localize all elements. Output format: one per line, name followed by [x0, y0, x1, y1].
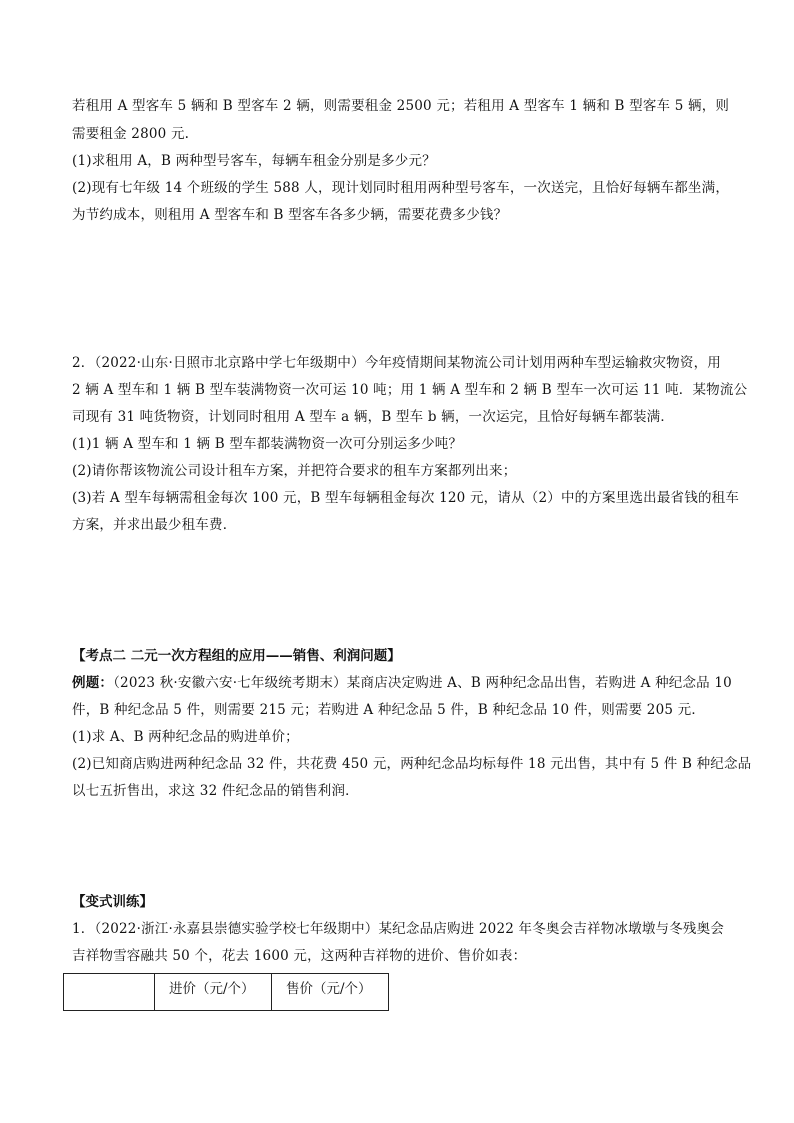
problem2-line-1: 2．（2022·山东·日照市北京路中学七年级期中）今年疫情期间某物流公司计划用两种车型运输救灾物资，用: [72, 355, 721, 371]
problem2-line-3: 司现有 31 吨货物资，计划同时租用 A 型车 a 辆，B 型车 b 辆，一次运完，且恰好每辆车都装满．: [72, 409, 675, 425]
section2-question-2: (2)已知商店购进两种纪念品 32 件，共花费 450 元，两种纪念品均标每件 18 元出售，其中有 5 件 B 种纪念品: [72, 756, 752, 772]
example-text: （2023 秋·安徽六安·七年级统考期末）某商店决定购进 A、B 两种纪念品出售，若购进 A 种纪念品 10: [113, 675, 732, 691]
section2-example-line-1: [72, 672, 742, 694]
example-label: 例题：: [72, 675, 114, 691]
problem2-question-2: (2)请你帮该物流公司设计租车方案，并把符合要求的租车方案都列出来；: [72, 463, 517, 479]
problem2-question-3: (3)若 A 型车每辆需租金每次 100 元，B 型车每辆租金每次 120 元，请从（2）中的方案里选出最省钱的租车: [72, 490, 740, 506]
table-header-price: 售价（元/个）: [272, 974, 389, 1011]
problem1-question-2: (2)现有七年级 14 个班级的学生 588 人，现计划同时租用两种型号客车，一次送完，且恰好每辆车都坐满，: [72, 180, 730, 196]
problem2-question-3-cont: 方案，并求出最少租车费．: [72, 517, 237, 533]
problem1-line-1: 若租用 A 型客车 5 辆和 B 型客车 2 辆，则需要租金 2500 元；若租用 A 型客车 1 辆和 B 型客车 5 辆，则: [72, 98, 730, 114]
section2-heading: 【考点二 二元一次方程组的应用——销售、利润问题】: [72, 648, 401, 664]
problem1-question-2-cont: 为节约成本，则租用 A 型客车和 B 型客车各多少辆，需要花费多少钱？: [72, 207, 508, 223]
problem2-question-1: (1)1 辆 A 型车和 1 辆 B 型车都装满物资一次可分别运多少吨？: [72, 436, 463, 452]
problem1-line-2: 需要租金 2800 元.: [72, 126, 190, 142]
section2-question-1: (1)求 A、B 两种纪念品的购进单价；: [72, 729, 299, 745]
variant-line-1: 1．（2022·浙江·永嘉县崇德实验学校七年级期中）某纪念品店购进 2022 年冬奥会吉祥物冰墩墩与冬残奥会: [72, 921, 725, 937]
section2-question-2-cont: 以七五折售出，求这 32 件纪念品的销售利润．: [72, 783, 359, 799]
problem2-line-2: 2 辆 A 型车和 1 辆 B 型车装满物资一次可运 10 吨；用 1 辆 A 型车和 2 辆 B 型车一次可运 11 吨．某物流公: [72, 382, 748, 398]
variant-line-2: 吉祥物雪容融共 50 个，花去 1600 元，这两种吉祥物的进价、售价如表：: [72, 948, 527, 964]
table-header-row: [64, 974, 389, 1011]
problem1-question-1: (1)求租用 A，B 两种型号客车，每辆车租金分别是多少元？: [72, 153, 436, 169]
table-header-cell-blank: [64, 974, 155, 1011]
variant-heading: 【变式训练】: [72, 894, 153, 910]
section2-example-line-2: 件，B 种纪念品 5 件，则需要 215 元；若购进 A 种纪念品 5 件，B 种纪念品 10 件，则需要 205 元．: [72, 702, 706, 718]
price-table: [63, 973, 389, 1011]
table-header-cost: 进价（元/个）: [155, 974, 272, 1011]
